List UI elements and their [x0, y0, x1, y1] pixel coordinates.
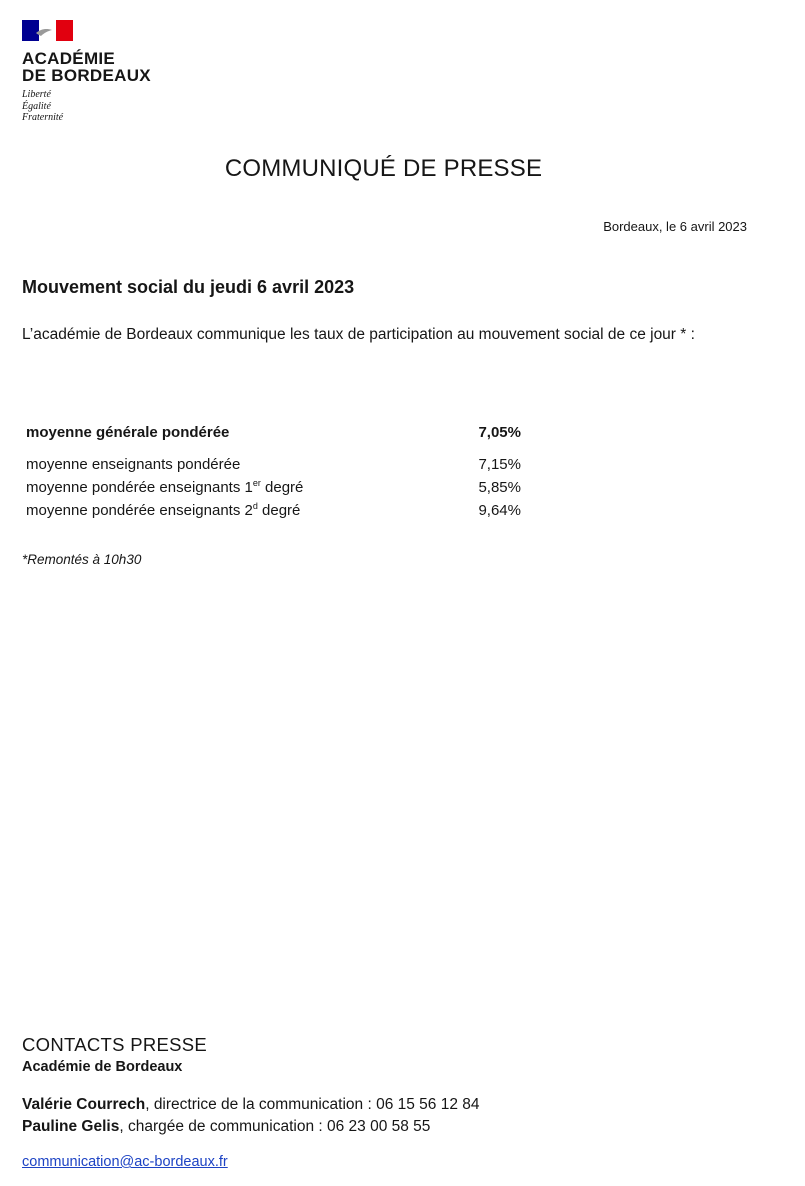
rate-row-teachers	[26, 453, 521, 476]
page-title: COMMUNIQUÉ DE PRESSE	[224, 155, 543, 182]
contact-details: , chargée de communication : 06 23 00 58 55	[119, 1118, 431, 1135]
rate-label	[26, 502, 300, 519]
rate-value: 7,15%	[478, 456, 521, 473]
contact-details: , directrice de la communication : 06 15 56 12 84	[145, 1096, 480, 1113]
rate-value: 7,05%	[478, 424, 521, 441]
participation-rates	[26, 421, 521, 522]
rate-label-text: moyenne pondérée enseignants 1	[26, 479, 253, 496]
rate-value: 5,85%	[478, 479, 521, 496]
publication-date: Bordeaux, le 6 avril 2023	[603, 219, 747, 234]
email-link[interactable]: communication@ac-bordeaux.fr	[22, 1154, 228, 1170]
motto-egalite: Égalité	[22, 100, 51, 112]
ordinal-superscript: er	[252, 478, 261, 488]
rate-row-second-degree	[26, 499, 521, 522]
rate-label-text: moyenne pondérée enseignants 2	[26, 502, 253, 519]
rate-label-text: degré	[260, 479, 304, 496]
logo-line-2: DE BORDEAUX	[22, 66, 151, 85]
academy-name	[22, 50, 151, 84]
contacts-title: CONTACTS PRESSE	[22, 1034, 208, 1055]
contact-name: Pauline Gelis	[22, 1118, 120, 1135]
rate-label: moyenne enseignants pondérée	[26, 456, 241, 473]
rate-row-general	[26, 421, 521, 453]
contact-person	[22, 1094, 480, 1116]
french-flag-icon	[22, 20, 73, 41]
motto-liberte: Liberté	[22, 89, 51, 100]
contacts-organization: Académie de Bordeaux	[22, 1059, 183, 1075]
rate-label: moyenne générale pondérée	[26, 424, 230, 441]
contact-person	[22, 1116, 480, 1138]
contact-list	[22, 1094, 480, 1138]
ordinal-superscript: d	[252, 501, 258, 511]
headline: Mouvement social du jeudi 6 avril 2023	[22, 277, 355, 297]
contact-name: Valérie Courrech	[22, 1096, 146, 1113]
marianne-logo	[22, 20, 151, 124]
rate-label	[26, 479, 303, 496]
press-contacts	[22, 1034, 480, 1171]
motto	[22, 89, 151, 124]
rate-row-first-degree	[26, 476, 521, 499]
logo-line-1: ACADÉMIE	[22, 49, 116, 68]
rate-label-text: degré	[257, 502, 301, 519]
rate-value: 9,64%	[478, 502, 521, 519]
footnote: *Remontés à 10h30	[22, 552, 142, 567]
intro-paragraph: L’académie de Bordeaux communique les taux de participation au mouvement social de ce jour * :	[22, 326, 695, 343]
motto-fraternite: Fraternité	[22, 112, 64, 123]
